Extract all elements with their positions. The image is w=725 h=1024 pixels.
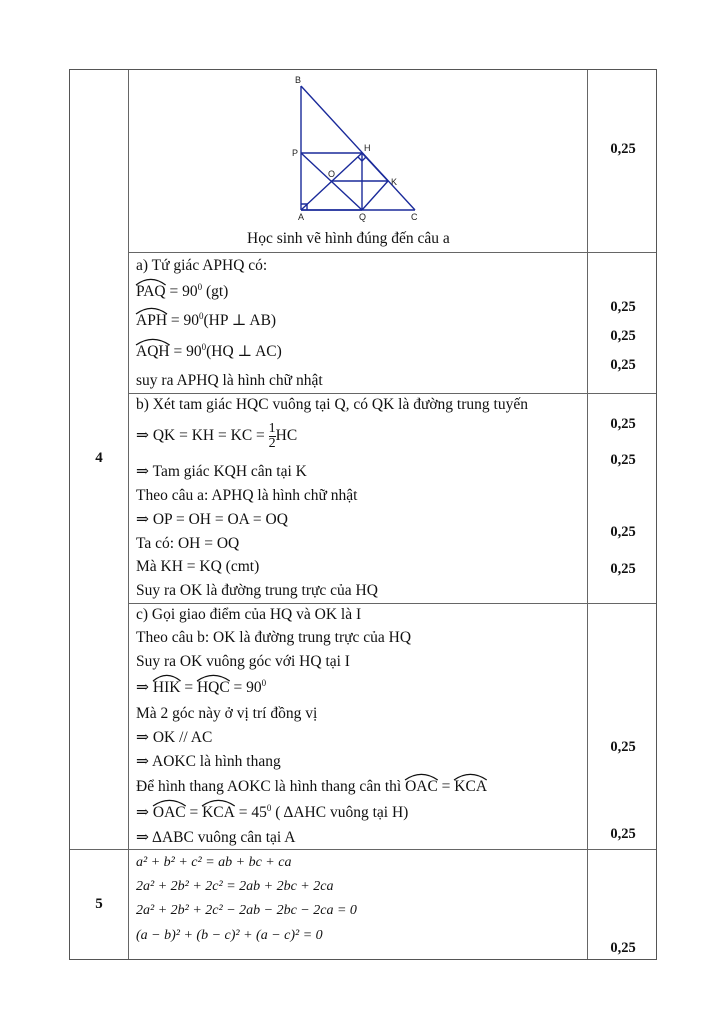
part-b-line-4: Theo câu a: APHQ là hình chữ nhật [136,487,358,504]
label-p: P [292,148,299,158]
angle-oac: OAC [405,778,438,796]
score: 0,25 [610,739,636,755]
part-c-line-1: c) Gọi giao điểm của HQ và OK là I [136,606,362,623]
answer-table [69,69,657,960]
q5-line-1: a² + b² + c² = ab + bc + ca [136,855,292,870]
segment-qk [362,181,388,210]
part-c-line-8: Để hình thang AOKC là hình thang cân thì OAC = KCA [136,778,487,796]
part-b-line-6: Ta có: OH = OQ [136,535,240,552]
angle-kca: KCA [202,804,235,822]
q5-line-2: 2a² + 2b² + 2c² = 2ab + 2bc + 2ca [136,879,334,894]
part-a-line-4: AQH = $90^0(HQ$ ⊥ AC) [136,343,282,361]
score: 0,25 [610,561,636,577]
angle-hqc: HQC [197,679,230,697]
label-k: K [391,177,398,187]
part-c-line-2: Theo câu b: OK là đường trung trực của HQ [136,629,412,646]
row-divider-a [128,393,656,394]
angle-aqh: AQH [136,343,170,361]
part-b-line-7: Mà KH = KQ (cmt) [136,558,260,575]
angle-paq: PAQ [136,283,166,301]
question-number-4: 4 [95,450,103,466]
figure-caption: Học sinh vẽ hình đúng đến câu a [247,230,450,247]
part-c-line-6: ⇒ OK // AC [136,729,213,746]
part-b-line-2: ⇒ QK = KH = KC = $\frac{1}{2}$ HC [136,420,298,451]
row-divider-figure [128,252,656,253]
fraction-half: $\frac{1}{2}$ [268,420,276,451]
angle-hik: HIK [153,679,181,697]
question-number-5: 5 [95,896,103,912]
part-b-line-5: ⇒ OP = OH = OA = OQ [136,511,288,528]
score: 0,25 [610,328,636,344]
label-q: Q [359,212,367,222]
geometry-figure [280,74,430,224]
score: 0,25 [610,416,636,432]
score: 0,25 [610,826,636,842]
part-a-line-5: suy ra APHQ là hình chữ nhật [136,372,323,389]
part-a-line-1: a) Tứ giác APHQ có: [136,257,268,274]
angle-aph: APH [136,312,167,330]
part-b-line-8: Suy ra OK là đường trung trực của HQ [136,582,378,599]
label-b: B [295,75,302,85]
part-b-line-1: b) Xét tam giác HQC vuông tại Q, có QK là đường trung tuyến [136,396,528,413]
angle-kca: KCA [454,778,487,796]
label-a: A [298,212,305,222]
column-divider-1 [128,70,129,959]
part-c-line-9: ⇒ OAC = KCA = $45^0$ ( ΔAHC vuông tại H) [136,804,408,822]
score: 0,25 [610,299,636,315]
score: 0,25 [610,940,636,956]
part-c-line-7: ⇒ AOKC là hình thang [136,753,281,770]
part-b-line-3: ⇒ Tam giác KQH cân tại K [136,463,307,480]
row-divider-q4-q5 [70,849,656,850]
score: 0,25 [610,141,636,157]
score: 0,25 [610,524,636,540]
score: 0,25 [610,357,636,373]
part-a-line-2: PAQ = $90^0$ (gt) [136,283,228,301]
label-o: O [328,169,336,179]
angle-oac: OAC [153,804,186,822]
part-c-line-5: Mà 2 góc này ở vị trí đồng vị [136,705,318,722]
q5-line-3: 2a² + 2b² + 2c² − 2ab − 2bc − 2ca = 0 [136,903,357,918]
row-divider-b [128,603,656,604]
part-c-line-10: ⇒ ΔABC vuông cân tại A [136,829,296,846]
label-c: C [411,212,418,222]
part-c-line-3: Suy ra OK vuông góc với HQ tại I [136,653,350,670]
q5-line-4: (a − b)² + (b − c)² + (a − c)² = 0 [136,928,323,943]
part-a-line-3: APH = $90^0(HP$ ⊥ AB) [136,312,276,330]
score: 0,25 [610,452,636,468]
segment-bc [301,86,415,210]
part-c-line-4: ⇒ HIK = HQC = $90^0$ [136,679,266,697]
label-h: H [364,143,371,153]
